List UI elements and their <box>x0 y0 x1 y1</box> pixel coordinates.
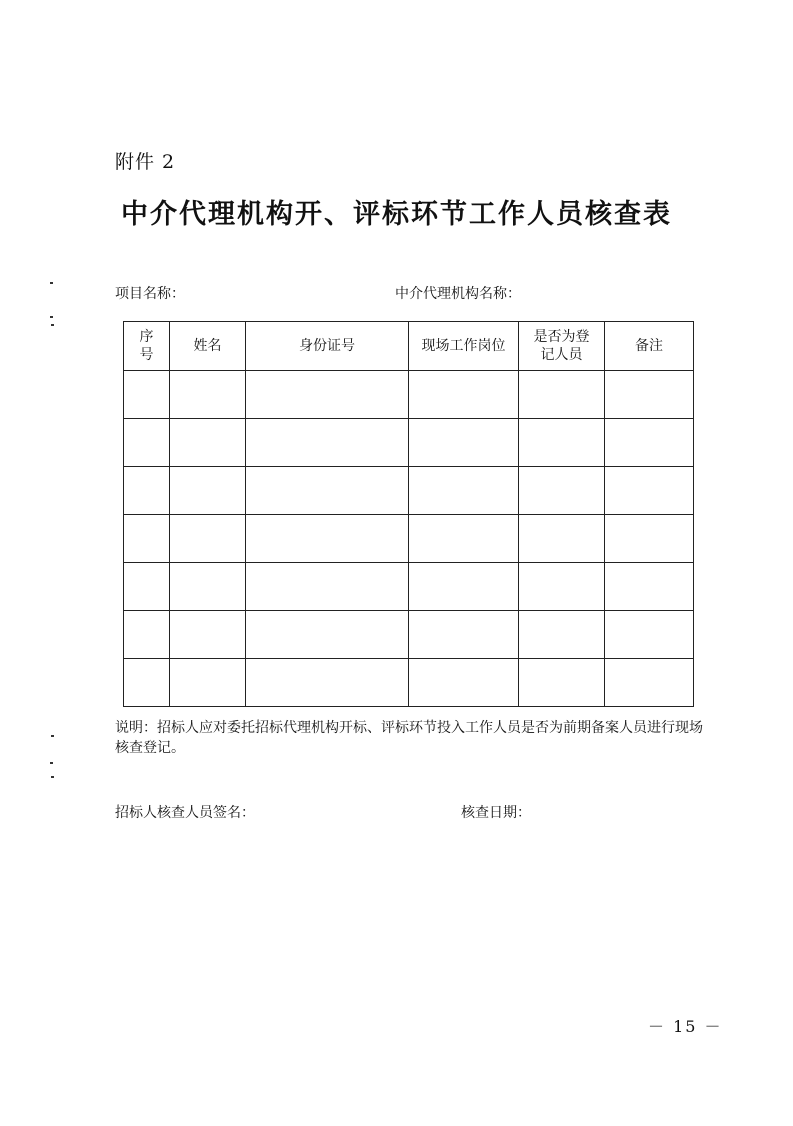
scan-speck <box>50 316 53 318</box>
table-cell <box>124 659 170 707</box>
table-cell <box>409 467 519 515</box>
instruction-note: 说明：招标人应对委托招标代理机构开标、评标环节投入工作人员是否为前期备案人员进行现场核查登记。 <box>115 720 703 756</box>
table-row <box>124 563 694 611</box>
table-cell <box>246 563 409 611</box>
header-id-number: 身份证号 <box>246 322 409 371</box>
table-cell <box>246 371 409 419</box>
table-cell <box>409 419 519 467</box>
table-cell <box>409 515 519 563</box>
header-serial-number: 序 号 <box>124 322 170 371</box>
table-row <box>124 659 694 707</box>
table-cell <box>605 419 694 467</box>
table-cell <box>605 371 694 419</box>
header-is-registered: 是否为登 记人员 <box>519 322 605 371</box>
table-cell <box>605 563 694 611</box>
table-cell <box>605 611 694 659</box>
table-cell <box>246 515 409 563</box>
table-cell <box>246 419 409 467</box>
table-row <box>124 515 694 563</box>
scan-speck <box>50 762 53 764</box>
table-cell <box>124 467 170 515</box>
table-cell <box>409 371 519 419</box>
table-cell <box>519 419 605 467</box>
table-cell <box>124 515 170 563</box>
header-onsite-position: 现场工作岗位 <box>409 322 519 371</box>
table-header-row <box>124 322 694 371</box>
table-row <box>124 611 694 659</box>
table-cell <box>170 419 246 467</box>
table-cell <box>246 659 409 707</box>
scan-speck <box>50 282 53 284</box>
page-title: 中介代理机构开、评标环节工作人员核查表 <box>121 199 672 230</box>
table-cell <box>246 467 409 515</box>
table-cell <box>605 515 694 563</box>
table-cell <box>124 371 170 419</box>
table-row <box>124 467 694 515</box>
table-row <box>124 371 694 419</box>
table-cell <box>124 419 170 467</box>
scan-speck <box>51 735 54 737</box>
table-cell <box>519 515 605 563</box>
table-cell <box>519 611 605 659</box>
table-cell <box>170 563 246 611</box>
staff-check-table <box>123 321 694 707</box>
table-cell <box>409 563 519 611</box>
page-number: － 15 － <box>648 1017 723 1036</box>
attachment-label: 附件 2 <box>115 151 176 173</box>
table-cell <box>124 563 170 611</box>
scan-speck <box>51 776 54 778</box>
table-cell <box>246 611 409 659</box>
table-cell <box>605 467 694 515</box>
header-name: 姓名 <box>170 322 246 371</box>
table-row <box>124 419 694 467</box>
table-cell <box>170 659 246 707</box>
check-date-label: 核查日期： <box>461 805 531 821</box>
signer-signature-label: 招标人核查人员签名： <box>115 805 255 821</box>
table-cell <box>170 467 246 515</box>
table-cell <box>124 611 170 659</box>
table-cell <box>519 659 605 707</box>
scan-speck <box>51 324 54 326</box>
table-cell <box>519 563 605 611</box>
table-cell <box>409 611 519 659</box>
agency-name-label: 中介代理机构名称： <box>395 286 521 302</box>
table-cell <box>409 659 519 707</box>
project-name-label: 项目名称： <box>115 286 185 302</box>
table-cell <box>605 659 694 707</box>
table-cell <box>170 611 246 659</box>
header-remarks: 备注 <box>605 322 694 371</box>
table-cell <box>519 371 605 419</box>
table-cell <box>519 467 605 515</box>
table-cell <box>170 371 246 419</box>
table-cell <box>170 515 246 563</box>
